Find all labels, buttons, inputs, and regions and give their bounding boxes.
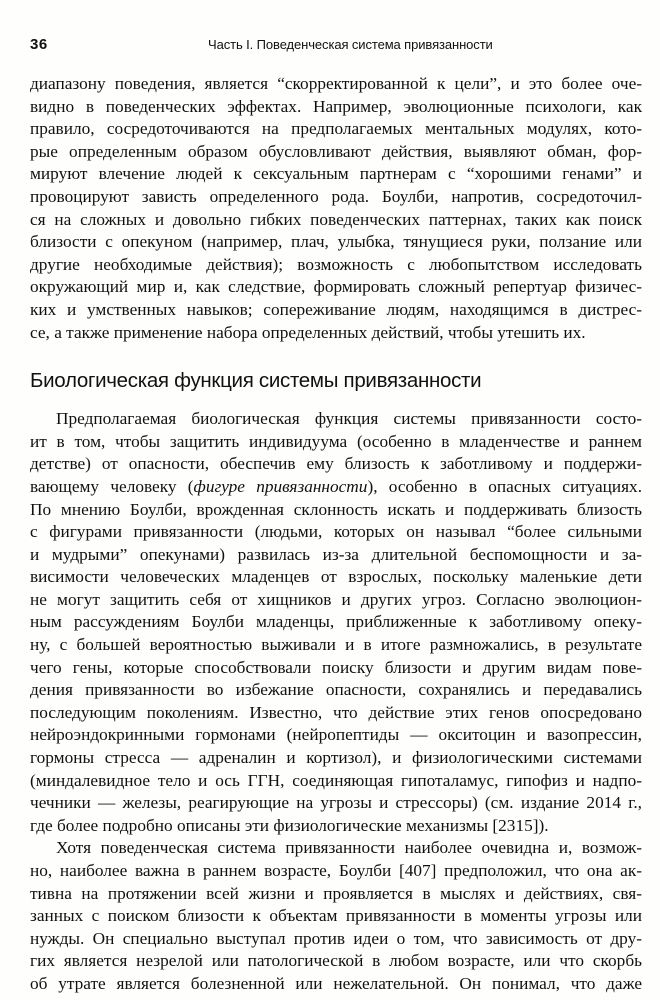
text-line: тивна на протяжении всей жизни и проявляется в мыслях и действиях, свя- <box>30 883 642 903</box>
paragraph-1 <box>30 73 642 344</box>
running-title: Часть I. Поведенческая система привязанности <box>208 37 493 52</box>
text-line: диапазону поведения, является “скорректированной к цели”, и это более оче- <box>30 74 642 93</box>
text-line: где более подробно описаны эти физиологические механизмы [2315]). <box>30 815 549 835</box>
paragraph-2 <box>30 408 642 837</box>
text-line: правило, сосредоточиваются на предполагаемых ментальных модулях, кото- <box>30 119 642 139</box>
text-line: не могут защитить себя от хищников и других угроз. Согласно эволюцион- <box>30 589 642 609</box>
text-line: Предполагаемая биологическая функция системы привязанности состо- <box>56 409 642 429</box>
text-line: окружающий мир и, как следствие, формировать сложный репертуар физичес- <box>30 277 642 297</box>
page-number: 36 <box>30 36 48 53</box>
text-line: гормоны стресса — адреналин и кортизол), и физиологическими системами <box>30 748 642 768</box>
italic-term: фигуре привязанности <box>193 476 368 496</box>
text-line: ся на сложных и довольно гибких поведенческих паттернах, таких как поиск <box>30 209 642 229</box>
text-line: Хотя поведенческая система привязанности наиболее очевидна и, возмож- <box>56 838 642 858</box>
body-text <box>30 73 642 996</box>
paragraph-3 <box>30 837 642 995</box>
text-line: но, наиболее важна в раннем возрасте, Боулби [407] предположил, что она ак- <box>30 861 642 880</box>
text-line: об утрате является болезненной или нежелательной. Он понимал, что даже <box>30 973 642 993</box>
text-line: ну, с большей вероятностью выживали и в итоге размножались, в результате <box>30 635 642 655</box>
text-fragment: вающему человеку ( <box>30 476 194 496</box>
text-line: ких и умственных навыков; сопереживание людям, находящимся в дистрес- <box>30 299 642 319</box>
text-line: (миндалевидное тело и ось ГГН, соединяющая гипоталамус, гипофиз и надпо- <box>30 770 642 790</box>
text-line: чего гены, которые способствовали поиску близости и другим видам пове- <box>30 657 642 677</box>
text-line: рые определенным образом обусловливают действия, выявляют обман, фор- <box>30 141 642 161</box>
text-line: видно в поведенческих эффектах. Например, эволюционные психологи, как <box>30 96 642 116</box>
section-heading: Биологическая функция системы привязанности <box>30 369 482 393</box>
text-line: провоцируют зависть определенного рода. Боулби, напротив, сосредоточил- <box>30 186 642 206</box>
text-line: близости с опекуном (например, плач, улыбка, тянущиеся руки, ползание или <box>30 232 642 252</box>
text-line: ит в том, чтобы защитить индивидуума (особенно в младенчестве и раннем <box>30 431 642 451</box>
text-line: висимости человеческих младенцев от взрослых, поскольку маленькие дети <box>30 567 642 587</box>
text-line: дения привязанности во избежание опасности, сохранялись и передавались <box>30 680 642 700</box>
text-line: мируют влечение людей к сексуальным партнерам с “хорошими генами” и <box>30 164 642 184</box>
text-fragment: ), особенно в опасных ситуациях. <box>367 476 643 496</box>
text-line: и мудрыми” опекунами) развилась из-за длительной беспомощности и за- <box>30 544 642 564</box>
text-line: ным рассуждениям Боулби младенцы, приближенные к заботливому опеку- <box>30 612 642 632</box>
text-line: последующим поколениям. Известно, что действие этих генов опосредовано <box>30 702 642 722</box>
text-line: гих является незрелой или патологической в любом возрасте, или что скорбь <box>30 951 642 971</box>
text-line: нужды. Он специально выступал против идеи о том, что зависимость от дру- <box>30 928 642 948</box>
text-line: По мнению Боулби, врожденная склонность искать и поддерживать близость <box>30 499 642 519</box>
text-line: чечники — железы, реагирующие на угрозы и стрессоры) (см. издание 2014 г., <box>30 793 642 813</box>
text-line-with-italic <box>30 476 642 499</box>
text-line: детстве) от опасности, обеспечив ему близость к заботливому и поддержи- <box>30 454 642 474</box>
text-line: нейроэндокринными гормонами (нейропептиды — окситоцин и вазопрессин, <box>30 725 642 745</box>
text-line: с фигурами привязанности (людьми, которых он называл “более сильными <box>30 522 642 542</box>
text-line: другие необходимые действия); возможность с любопытством исследовать <box>30 254 642 274</box>
text-line: занных с поиском близости к объектам привязанности в моменты угрозы или <box>30 906 642 926</box>
page-header <box>30 36 630 58</box>
text-line: се, а также применение набора определенных действий, чтобы утешить их. <box>30 322 586 342</box>
